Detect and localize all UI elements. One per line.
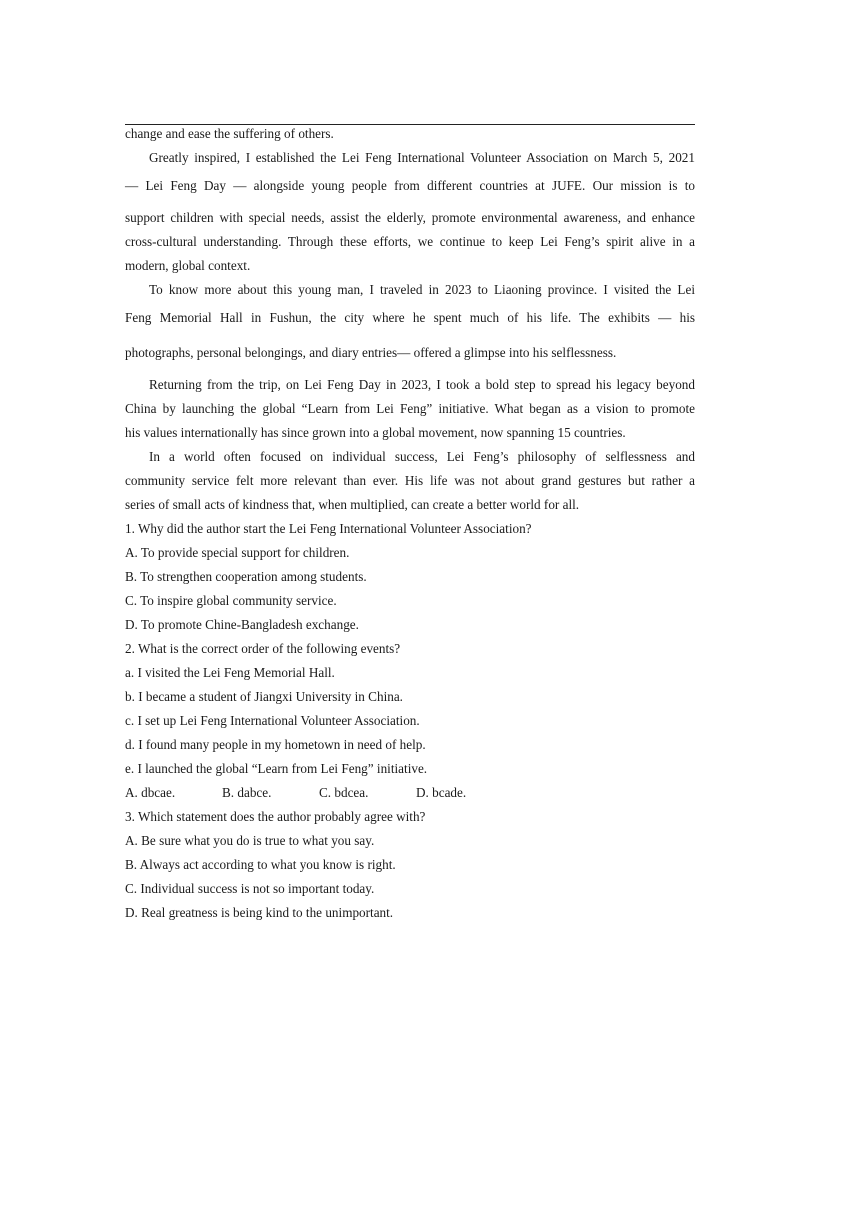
passage-line: Feng Memorial Hall in Fushun, the city where he spent much of his life. The exhibits — his bbox=[125, 310, 695, 325]
answer-option: B. dabce. bbox=[222, 785, 272, 800]
answer-option: D. Real greatness is being kind to the unimportant. bbox=[125, 905, 394, 920]
passage-line: modern, global context. bbox=[125, 258, 251, 273]
answer-option: A. Be sure what you do is true to what you say. bbox=[125, 833, 375, 848]
passage-line: change and ease the suffering of others. bbox=[125, 126, 334, 141]
question-2 bbox=[125, 637, 695, 805]
event-item: c. I set up Lei Feng International Volunteer Association. bbox=[125, 713, 420, 728]
question-stem: 2. What is the correct order of the following events? bbox=[125, 641, 401, 656]
passage-line: community service felt more relevant than ever. His life was not about grand gestures but rather a bbox=[125, 473, 695, 488]
passage-line: photographs, personal belongings, and diary entries— offered a glimpse into his selflessness. bbox=[125, 345, 617, 360]
answer-option: D. bcade. bbox=[416, 785, 467, 800]
answer-option: C. Individual success is not so important today. bbox=[125, 881, 375, 896]
answer-options-row bbox=[125, 781, 695, 805]
answer-option: B. Always act according to what you know is right. bbox=[125, 857, 396, 872]
answer-option: D. To promote Chine-Bangladesh exchange. bbox=[125, 617, 359, 632]
passage-line: — Lei Feng Day — alongside young people from different countries at JUFE. Our mission is to bbox=[125, 178, 695, 193]
event-item: d. I found many people in my hometown in need of help. bbox=[125, 737, 426, 752]
passage-line: support children with special needs, assist the elderly, promote environmental awareness, and enhance bbox=[125, 210, 695, 225]
answer-option: A. To provide special support for children. bbox=[125, 545, 350, 560]
passage-line: Returning from the trip, on Lei Feng Day in 2023, I took a bold step to spread his legacy beyond bbox=[149, 377, 695, 392]
passage-line: series of small acts of kindness that, when multiplied, can create a better world for all. bbox=[125, 497, 580, 512]
answer-option: C. bdcea. bbox=[319, 785, 369, 800]
question-3 bbox=[125, 805, 695, 925]
answer-option: C. To inspire global community service. bbox=[125, 593, 337, 608]
passage-line: his values internationally has since grown into a global movement, now spanning 15 countries. bbox=[125, 425, 626, 440]
event-item: a. I visited the Lei Feng Memorial Hall. bbox=[125, 665, 335, 680]
passage-line: China by launching the global “Learn from Lei Feng” initiative. What began as a vision to promote bbox=[125, 401, 695, 416]
question-stem: 1. Why did the author start the Lei Feng International Volunteer Association? bbox=[125, 521, 532, 536]
passage-line: In a world often focused on individual success, Lei Feng’s philosophy of selflessness and bbox=[149, 449, 695, 464]
question-1 bbox=[125, 517, 695, 637]
document-page bbox=[125, 124, 695, 925]
event-item: b. I became a student of Jiangxi University in China. bbox=[125, 689, 403, 704]
passage bbox=[125, 122, 695, 517]
passage-line: To know more about this young man, I traveled in 2023 to Liaoning province. I visited the Lei bbox=[149, 282, 695, 297]
question-stem: 3. Which statement does the author probably agree with? bbox=[125, 809, 426, 824]
passage-line: Greatly inspired, I established the Lei Feng International Volunteer Association on March 5, 2021 bbox=[149, 150, 695, 165]
passage-line: cross-cultural understanding. Through these efforts, we continue to keep Lei Feng’s spirit alive in a bbox=[125, 234, 695, 249]
answer-option: A. dbcae. bbox=[125, 785, 176, 800]
event-item: e. I launched the global “Learn from Lei Feng” initiative. bbox=[125, 761, 428, 776]
answer-option: B. To strengthen cooperation among students. bbox=[125, 569, 367, 584]
